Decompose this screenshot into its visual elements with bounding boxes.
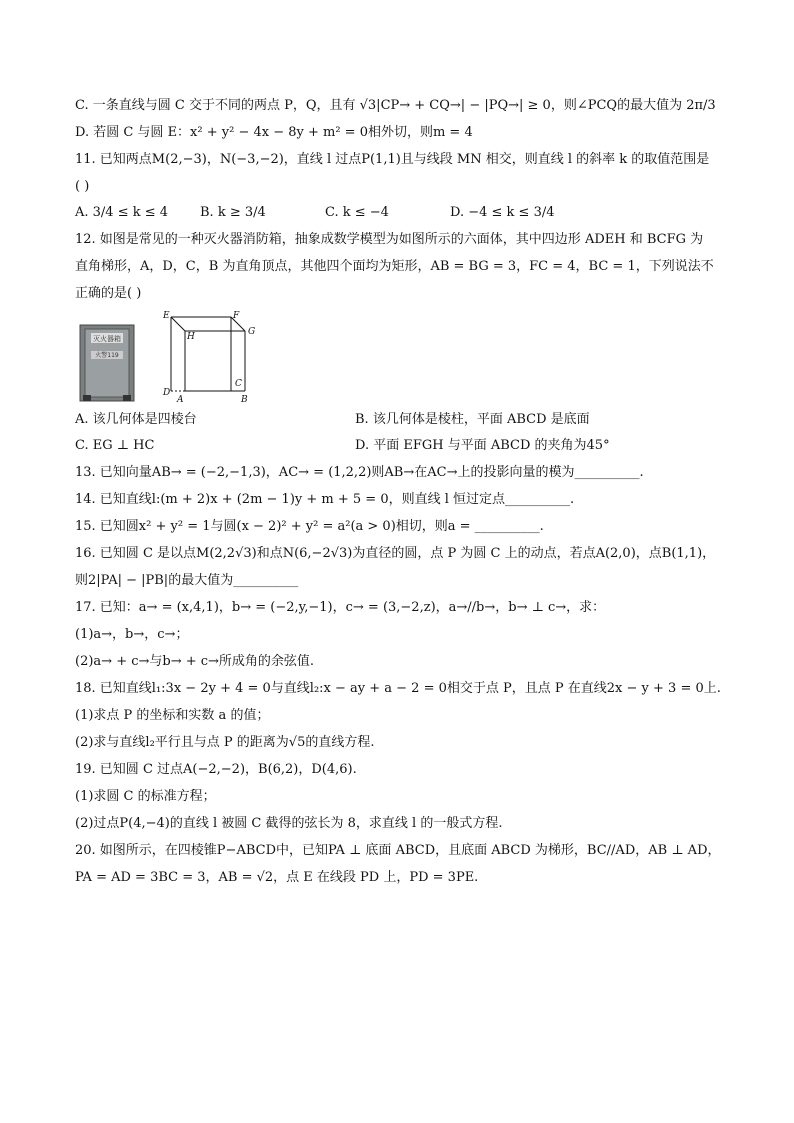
hexahedron-figure [161,311,261,403]
q18: 18. 已知直线l₁:3x − 2y + 4 = 0与直线l₂:x − ay + a − 2 = 0相交于点 P，且点 P 在直线2x − y + 3 = 0上. [75,681,721,696]
q13: 13. 已知向量AB→ = (−2,−1,3)，AC→ = (1,2,2)则AB→在AC→上的投影向量的模为__________. [75,465,644,480]
q19: 19. 已知圆 C 过点A(−2,−2)，B(6,2)，D(4,6). [75,762,357,777]
extinguisher-phone: 火警119 [95,352,119,359]
label-b: B [241,395,248,403]
q12-option-d: D. 平面 EFGH 与平面 ABCD 的夹角为45° [355,438,610,453]
label-a: A [177,395,184,403]
q17-part2: (2)a→ + c→与b→ + c→所成角的余弦值. [75,654,315,669]
q17-part1: (1)a→，b→，c→； [75,627,189,642]
q12-option-b: B. 该几何体是棱柱，平面 ABCD 是底面 [355,412,590,427]
q12-stem-2: 直角梯形，A，D，C，B 为直角顶点，其他四个面均为矩形，AB = BG = 3，FC = 4，BC = 1，下列说法不 [75,259,714,274]
extinguisher-label: 灭火器箱 [93,335,121,343]
q12-stem-1: 12. 如图是常见的一种灭火器消防箱，抽象成数学模型为如图所示的六面体，其中四边形 ADEH 和 BCFG 为 [75,232,704,247]
q20-line1: 20. 如图所示，在四棱锥P−ABCD中，已知PA ⊥ 底面 ABCD，且底面 ABCD 为梯形，BC//AD，AB ⊥ AD， [75,843,721,858]
q16-line1: 16. 已知圆 C 是以点M(2,2√3)和点N(6,−2√3)为直径的圆，点 P 为圆 C 上的动点，若点A(2,0)，点B(1,1)， [75,546,716,561]
q11-option-d: D. −4 ≤ k ≤ 3/4 [450,205,555,220]
q12-options-row1 [75,407,735,433]
q15: 15. 已知圆x² + y² = 1与圆(x − 2)² + y² = a²(a > 0)相切，则a = __________. [75,519,544,534]
label-h: H [187,332,195,342]
label-d: D [163,388,171,398]
label-g: G [248,327,256,337]
q12-figures [75,311,735,403]
q12-options-row2 [75,433,735,459]
q18-part2: (2)求与直线l₂平行且与点 P 的距离为√5的直线方程. [75,735,375,750]
q11-options [75,200,735,226]
q11-option-b: B. k ≥ 3/4 [200,205,266,220]
q17: 17. 已知：a→ = (x,4,1)，b→ = (−2,y,−1)，c→ = (3,−2,z)，a→//b→，b→ ⊥ c→，求： [75,600,606,615]
q16-line2: 则2|PA| − |PB|的最大值为__________ [75,573,299,588]
q11-stem: 11. 已知两点M(2,−3)，N(−3,−2)，直线 l 过点P(1,1)且与线段 MN 相交，则直线 l 的斜率 k 的取值范围是 [75,152,710,167]
q11-option-c: C. k ≤ −4 [325,205,389,220]
q10-option-d: D. 若圆 C 与圆 E：x² + y² − 4x − 8y + m² = 0相外切，则m = 4 [75,125,473,140]
q12-option-c: C. EG ⊥ HC [75,438,155,453]
q19-part2: (2)过点P(4,−4)的直线 l 被圆 C 截得的弦长为 8，求直线 l 的一般式方程. [75,816,503,831]
exam-page [75,92,735,891]
q18-part1: (1)求点 P 的坐标和实数 a 的值； [75,708,270,723]
fire-extinguisher-box-photo [79,323,135,403]
q11-paren: ( ) [75,179,90,194]
label-c: C [235,379,242,389]
q20-line2: PA = AD = 3BC = 3，AB = √2，点 E 在线段 PD 上，PD = 3PE. [75,870,479,885]
label-e: E [163,311,170,321]
q11-option-a: A. 3/4 ≤ k ≤ 4 [75,205,169,220]
q12-option-a: A. 该几何体是四棱台 [75,412,197,427]
q14: 14. 已知直线l:(m + 2)x + (2m − 1)y + m + 5 = 0，则直线 l 恒过定点__________. [75,492,575,507]
label-f: F [233,311,240,321]
q12-stem-3: 正确的是( ) [75,286,142,301]
q19-part1: (1)求圆 C 的标准方程； [75,789,216,804]
q10-option-c: C. 一条直线与圆 C 交于不同的两点 P，Q，且有 √3|CP→ + CQ→| − |PQ→| ≥ 0，则∠PCQ的最大值为 2π/3 [75,98,716,113]
